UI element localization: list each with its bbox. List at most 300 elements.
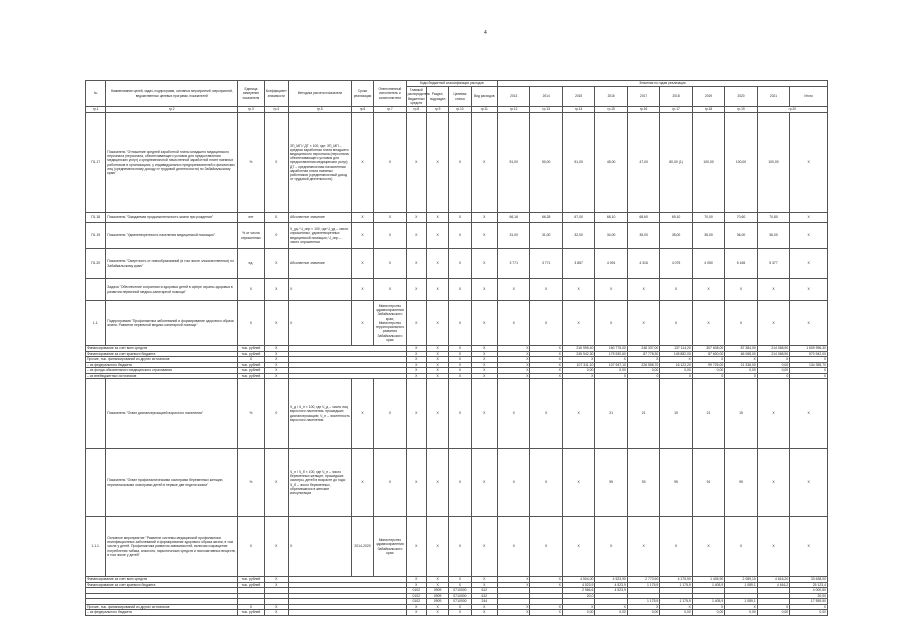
row-value: X [562, 279, 594, 301]
row-budget-code: X [406, 249, 426, 279]
finance-budget-code: X [449, 610, 471, 616]
table-row [86, 379, 828, 449]
column-number: гр.7 [374, 107, 406, 113]
header-section: Раздел, подраздел [426, 87, 448, 107]
row-method: Ч_п / Ч_б × 100, где Ч_п – число беременных женщин, прошедших осмотры, детей в возрасте до года; Ч_б – число беременных, обратившихся в женские консультации [288, 449, 351, 517]
finance-budget-code: X [406, 346, 426, 352]
row-unit: ед. [238, 249, 264, 279]
finance-coef: X [264, 373, 288, 379]
row-method: X [288, 279, 351, 301]
finance-budget-code: X [426, 604, 448, 610]
finance-value: X [595, 604, 627, 610]
finance-budget-code: X [406, 373, 426, 379]
finance-value: X [660, 604, 692, 610]
row-value: 34,00 [595, 223, 627, 249]
finance-value: X [497, 604, 529, 610]
finance-value: X [660, 357, 692, 363]
row-budget-code: X [449, 249, 471, 279]
finance-row [86, 610, 828, 616]
row-code: П1.20 [86, 249, 106, 279]
row-unit: % [238, 449, 264, 517]
finance-coef: X [264, 577, 288, 583]
finance-value: 4 523,9 [595, 582, 627, 588]
finance-value: X [692, 357, 724, 363]
row-budget-code: X [471, 223, 497, 249]
row-period: X [351, 379, 373, 449]
finance-coef: X [264, 368, 288, 374]
row-value: X [497, 301, 529, 346]
row-value: X [692, 301, 724, 346]
program-table [85, 80, 828, 616]
column-number: гр.14 [562, 107, 594, 113]
finance-value: X [595, 357, 627, 363]
finance-value: 1 089,1 [725, 582, 757, 588]
finance-value: 4 523,9 [595, 588, 627, 594]
finance-budget-code: X [426, 368, 448, 374]
row-code: П1.18 [86, 213, 106, 223]
column-number: гр.11 [471, 107, 497, 113]
row-value: X [790, 223, 828, 249]
finance-value: 134 355,70 [790, 362, 828, 368]
row-value: 68,10 [595, 213, 627, 223]
finance-budget-code: X [426, 351, 448, 357]
row-value: X [562, 301, 594, 346]
row-value: 31,00 [530, 223, 562, 249]
row-value: 35,00 [627, 223, 659, 249]
row-name: Основное мероприятие "Развитие системы медицинской профилактики неинфекционных заболеваний и формирование здорового образа жизни, в том числе у детей. Профилактика развития зависимостей, включая сокращение потребления табака, алкоголя, наркотических средств и психоактивных веществ, в том числе у детей" [106, 517, 238, 577]
row-responsible: Министерство здравоохранения Забайкальского края; Министерство территориального развития Забайкальского края [374, 301, 406, 346]
finance-budget-code: X [426, 577, 448, 583]
row-value: X [562, 449, 594, 517]
row-period: X [351, 279, 373, 301]
finance-value: 4 504,00 [562, 577, 594, 583]
finance-value: X [530, 357, 562, 363]
row-method: Ч_уд / Ч_опр × 100, где Ч_уд – число опрошенных, удовлетворенных медицинской помощью; Ч_опр – число опрошенных [288, 223, 351, 249]
row-budget-code: X [449, 223, 471, 249]
finance-value: 107 311,10 [562, 362, 594, 368]
finance-budget-code: 0102 [406, 588, 426, 594]
finance-budget-code: X [449, 351, 471, 357]
row-coef: X [264, 517, 288, 577]
finance-budget-code: X [426, 346, 448, 352]
row-value: X [790, 517, 828, 577]
finance-value: X [530, 351, 562, 357]
table-row [86, 113, 828, 213]
finance-budget-code: X [471, 357, 497, 363]
row-period: X [351, 301, 373, 346]
row-value: X [757, 379, 789, 449]
row-value: 36,00 [725, 223, 757, 249]
row-value: 47,00 [627, 113, 659, 213]
row-value: 4 091 [595, 249, 627, 279]
row-value: X [627, 517, 659, 577]
finance-name: – из федерального бюджета [86, 610, 238, 616]
finance-value: 1 089,1 [725, 599, 757, 605]
finance-coef: X [264, 346, 288, 352]
header-year: 2019 [692, 87, 724, 107]
table-row [86, 517, 828, 577]
row-code: 1.1.1. [86, 517, 106, 577]
row-name: Задача "Обеспечение сохранности здоровья детей в сфере охраны здоровья в развитии первичной медико-санитарной помощи" [106, 279, 238, 301]
row-period: X [351, 223, 373, 249]
finance-budget-code: X [471, 362, 497, 368]
row-responsible: X [374, 249, 406, 279]
column-number: гр.2 [106, 107, 238, 113]
row-coef: X [264, 449, 288, 517]
row-value: 4 075 [660, 249, 692, 279]
finance-value: 87 384,00 [725, 346, 757, 352]
finance-budget-code: X [471, 610, 497, 616]
finance-value: 25 123,4 [790, 582, 828, 588]
finance-value: 1 175,9 [627, 582, 659, 588]
finance-value: X [757, 357, 789, 363]
row-budget-code: X [449, 379, 471, 449]
finance-value: X [497, 610, 529, 616]
finance-value: 0 [660, 373, 692, 379]
finance-unit: тыс. рублей [238, 373, 264, 379]
finance-unit: тыс. рублей [238, 577, 264, 583]
finance-value: 4 616,2 [757, 582, 789, 588]
row-method: X [288, 517, 351, 577]
column-number: гр.15 [595, 107, 627, 113]
table-row [86, 279, 828, 301]
header-num: № [86, 81, 106, 107]
row-value: X [562, 517, 594, 577]
row-value: X [595, 301, 627, 346]
row-value: X [725, 517, 757, 577]
table-row [86, 449, 828, 517]
row-value: X [757, 517, 789, 577]
finance-value: 1 405,90 [692, 577, 724, 583]
finance-value: X [497, 582, 529, 588]
row-unit: % [238, 379, 264, 449]
row-name: Показатель "Смертность от новообразований (в том числе злокачественных) по Забайкальскому краю" [106, 249, 238, 279]
row-value: X [562, 379, 594, 449]
row-value: X [757, 449, 789, 517]
finance-value: 1 175,9 [660, 582, 692, 588]
column-number: гр.6 [351, 107, 373, 113]
row-responsible: Министерство здравоохранения Забайкальского края [374, 517, 406, 577]
finance-value: 0,00 [562, 610, 594, 616]
row-coef: X [264, 249, 288, 279]
finance-budget-code: X [471, 373, 497, 379]
row-value: X [627, 279, 659, 301]
finance-budget-code: X [449, 357, 471, 363]
row-value: 35,00 [660, 223, 692, 249]
row-value: X [790, 301, 828, 346]
finance-budget-code: X [426, 362, 448, 368]
finance-value: 214 068,90 [757, 346, 789, 352]
finance-budget-code: 0102 [406, 599, 426, 605]
row-budget-code: X [449, 113, 471, 213]
finance-value: X [497, 362, 529, 368]
row-period: X [351, 113, 373, 213]
table-row [86, 223, 828, 249]
row-value: X [790, 213, 828, 223]
header-values: Значения по годам реализации [497, 81, 827, 87]
row-value: 91 [692, 449, 724, 517]
header-unit: Единица измерения показателя [238, 81, 264, 107]
finance-name: – из федерального бюджета [86, 362, 238, 368]
finance-value: X [530, 362, 562, 368]
row-value: 66,28 [530, 213, 562, 223]
finance-value: X [790, 604, 828, 610]
finance-budget-code: 0710000 [449, 599, 471, 605]
row-budget-code: X [471, 113, 497, 213]
finance-unit: тыс. рублей [238, 582, 264, 588]
finance-value: X [530, 346, 562, 352]
finance-value: X [530, 373, 562, 379]
finance-budget-code: X [449, 577, 471, 583]
finance-value: 4 523,9 [562, 582, 594, 588]
row-coef: 0, [264, 213, 288, 223]
finance-name: Финансирование за счет краевого бюджета [86, 582, 238, 588]
finance-value: 99 725,00 [692, 362, 724, 368]
finance-value: 570 942,00 [790, 351, 828, 357]
row-value: X [497, 379, 529, 449]
row-value: 93 [627, 449, 659, 517]
row-value: X [660, 517, 692, 577]
finance-coef: X [264, 357, 288, 363]
finance-budget-code: X [471, 368, 497, 374]
row-unit: лет [238, 213, 264, 223]
empty-cell [288, 610, 406, 616]
finance-coef: X [264, 582, 288, 588]
finance-unit: тыс. рублей [238, 346, 264, 352]
row-period: X [351, 449, 373, 517]
row-budget-code: X [406, 213, 426, 223]
finance-unit: тыс. рублей [238, 362, 264, 368]
column-number: гр.10 [449, 107, 471, 113]
row-value: X [595, 517, 627, 577]
row-value: X [790, 449, 828, 517]
row-budget-code: X [406, 379, 426, 449]
row-value: 51,00 [497, 113, 529, 213]
row-value: 68,60 [627, 213, 659, 223]
row-responsible: X [374, 379, 406, 449]
finance-budget-code: X [471, 604, 497, 610]
row-value: 66,16 [497, 213, 529, 223]
row-value: X [530, 301, 562, 346]
finance-value: X [497, 351, 529, 357]
finance-budget-code: X [406, 368, 426, 374]
row-coef: 0 [264, 113, 288, 213]
row-budget-code: X [426, 301, 448, 346]
finance-value: 33 638,00 [790, 577, 828, 583]
row-budget-code: X [426, 517, 448, 577]
finance-value: X [497, 577, 529, 583]
finance-budget-code: X [406, 610, 426, 616]
header-budget-codes: Коды бюджетной классификации расходов [406, 81, 497, 87]
row-value: X [660, 301, 692, 346]
finance-value: 4 175,90 [660, 577, 692, 583]
row-unit: X [238, 301, 264, 346]
row-budget-code: X [426, 223, 448, 249]
finance-budget-code: 0909 [426, 593, 448, 599]
header-year: 2013 [497, 87, 529, 107]
row-value: 70,60 [725, 213, 757, 223]
row-name: Показатель "Отношение средней заработной платы младшего медицинского персонала (персонала, обеспечивающего условия для предоставления медицинских услуг) к среднемесячной начисленной заработной плате наемных работников в организациях, у индивидуальных предпринимателей и физических лиц (среднемесячному доходу от трудовой деятельности) по Забайкальскому краю" [106, 113, 238, 213]
header-year: 2016 [595, 87, 627, 107]
finance-coef: X [264, 604, 288, 610]
column-number: гр.19 [725, 107, 757, 113]
finance-budget-code: X [406, 577, 426, 583]
row-value: 50,00 [530, 113, 562, 213]
row-period: X [351, 213, 373, 223]
row-value: 100,00 [725, 113, 757, 213]
row-value: X [790, 379, 828, 449]
column-number: гр.5 [288, 107, 351, 113]
row-value: 70,80 [757, 213, 789, 223]
row-budget-code: X [449, 213, 471, 223]
finance-budget-code: X [471, 346, 497, 352]
finance-value: X [725, 604, 757, 610]
header-method: Методика расчета показателя [288, 81, 351, 107]
row-budget-code: X [471, 279, 497, 301]
finance-value: X [530, 368, 562, 374]
row-value: 21 [595, 379, 627, 449]
row-responsible: X [374, 113, 406, 213]
finance-budget-code: X [406, 357, 426, 363]
finance-value: 0,00 [627, 610, 659, 616]
row-period: 2014-2020 [351, 517, 373, 577]
finance-budget-code: 612 [471, 593, 497, 599]
row-budget-code: X [471, 301, 497, 346]
row-value: 3 771 [497, 249, 529, 279]
finance-budget-code: X [426, 373, 448, 379]
finance-unit: X [238, 357, 264, 363]
finance-unit: тыс. рублей [238, 351, 264, 357]
row-value: X [595, 279, 627, 301]
row-value: X [497, 279, 529, 301]
finance-name: Финансирование за счет всех средств [86, 577, 238, 583]
row-budget-code: X [426, 449, 448, 517]
finance-value: 0 [627, 373, 659, 379]
column-number: гр.4 [264, 107, 288, 113]
row-value: 69,10 [660, 213, 692, 223]
row-value: 95 [595, 449, 627, 517]
finance-value: 1 405,9 [692, 582, 724, 588]
finance-budget-code: X [426, 610, 448, 616]
column-number: гр.9 [426, 107, 448, 113]
finance-value: 0,00 [660, 610, 692, 616]
finance-value: 1 175,9 [627, 599, 659, 605]
row-method: ЗП_МП / ДТ × 100, где: ЗП_МП – средняя заработная плата младшего медицинского персонала (персонала, обеспечивающего условия для предоставления медицинских услуг); ДТ – среднемесячная начисленная заработная плата наемных работников (среднемесячный доход от трудовой деятельности) [288, 113, 351, 213]
finance-budget-code: X [449, 582, 471, 588]
row-method: Абсолютное значение [288, 213, 351, 223]
row-coef: 0 [264, 379, 288, 449]
row-value: X [790, 113, 828, 213]
row-budget-code: X [406, 223, 426, 249]
row-value: 36,00 [757, 223, 789, 249]
row-budget-code: X [406, 517, 426, 577]
header-year: 2014 [530, 87, 562, 107]
row-budget-code: X [406, 301, 426, 346]
row-value: 100,00 [692, 113, 724, 213]
row-value: X [530, 517, 562, 577]
row-value: 5 165 [725, 249, 757, 279]
row-budget-code: X [426, 249, 448, 279]
row-unit: X [238, 279, 264, 301]
row-value: X [660, 279, 692, 301]
row-value: 21 [692, 379, 724, 449]
finance-value: 214 068,90 [757, 351, 789, 357]
finance-value: 0 [692, 373, 724, 379]
row-method: X [288, 301, 351, 346]
finance-value: 307 608,00 [692, 346, 724, 352]
finance-unit: X [238, 604, 264, 610]
finance-budget-code: X [406, 362, 426, 368]
row-budget-code: X [426, 379, 448, 449]
row-value: 3 857 [562, 249, 594, 279]
row-budget-code: X [449, 279, 471, 301]
finance-value: 0,00 [725, 610, 757, 616]
finance-value: 216 995,40 [562, 346, 594, 352]
row-budget-code: X [471, 213, 497, 223]
finance-value: X [790, 357, 828, 363]
row-value: 5 377 [757, 249, 789, 279]
column-number: гр.12 [497, 107, 529, 113]
column-number: гр.16 [627, 107, 659, 113]
finance-value: 87 600,00 [692, 351, 724, 357]
finance-budget-code: X [406, 582, 426, 588]
header-total: Итого [790, 87, 828, 107]
finance-value: X [497, 346, 529, 352]
row-name: Показатель "Удовлетворенность населения медицинской помощью" [106, 223, 238, 249]
row-responsible: X [374, 449, 406, 517]
finance-value: 0,00 [757, 610, 789, 616]
finance-value: 0 [725, 373, 757, 379]
finance-budget-code: X [426, 357, 448, 363]
row-value: 15 [725, 379, 757, 449]
finance-value: 0,00 [562, 368, 594, 374]
finance-unit: тыс. рублей [238, 368, 264, 374]
finance-value: X [497, 368, 529, 374]
column-number: гр.13 [530, 107, 562, 113]
row-value: 4 050 [692, 249, 724, 279]
finance-value: 0,00 [660, 368, 692, 374]
finance-value: X [530, 604, 562, 610]
finance-value: 0,00 [692, 610, 724, 616]
finance-budget-code: X [406, 351, 426, 357]
row-budget-code: X [406, 279, 426, 301]
row-value: 80,00 (1) [660, 113, 692, 213]
row-name: Показатель "Охват профилактическими осмотрами беременных женщин, перинатальными осмотрами детей в первые две недели жизни" [106, 449, 238, 517]
row-value: 32,00 [562, 223, 594, 249]
finance-value: 4 523,90 [595, 577, 627, 583]
header-period: Сроки реализации [351, 81, 373, 107]
row-budget-code: X [471, 379, 497, 449]
row-value: 51,00 [562, 113, 594, 213]
row-coef: 0 [264, 223, 288, 249]
finance-value: 0,00 [757, 368, 789, 374]
finance-value: 175 530,60 [595, 351, 627, 357]
finance-value: 20,00 [790, 593, 828, 599]
finance-budget-code: X [449, 368, 471, 374]
row-code [86, 379, 106, 449]
row-value: 67,00 [562, 213, 594, 223]
row-value: X [530, 279, 562, 301]
row-value: 45,00 [595, 113, 627, 213]
finance-value: X [530, 577, 562, 583]
column-number: гр.18 [692, 107, 724, 113]
page-number: 4 [484, 30, 487, 36]
finance-value: 0,00 [790, 610, 828, 616]
header-coef: Коэффициент значимости [264, 81, 288, 107]
finance-budget-code: 612 [471, 588, 497, 594]
finance-value: X [757, 604, 789, 610]
finance-name: Прочие, тыс. финансирований из других источников [86, 357, 238, 363]
